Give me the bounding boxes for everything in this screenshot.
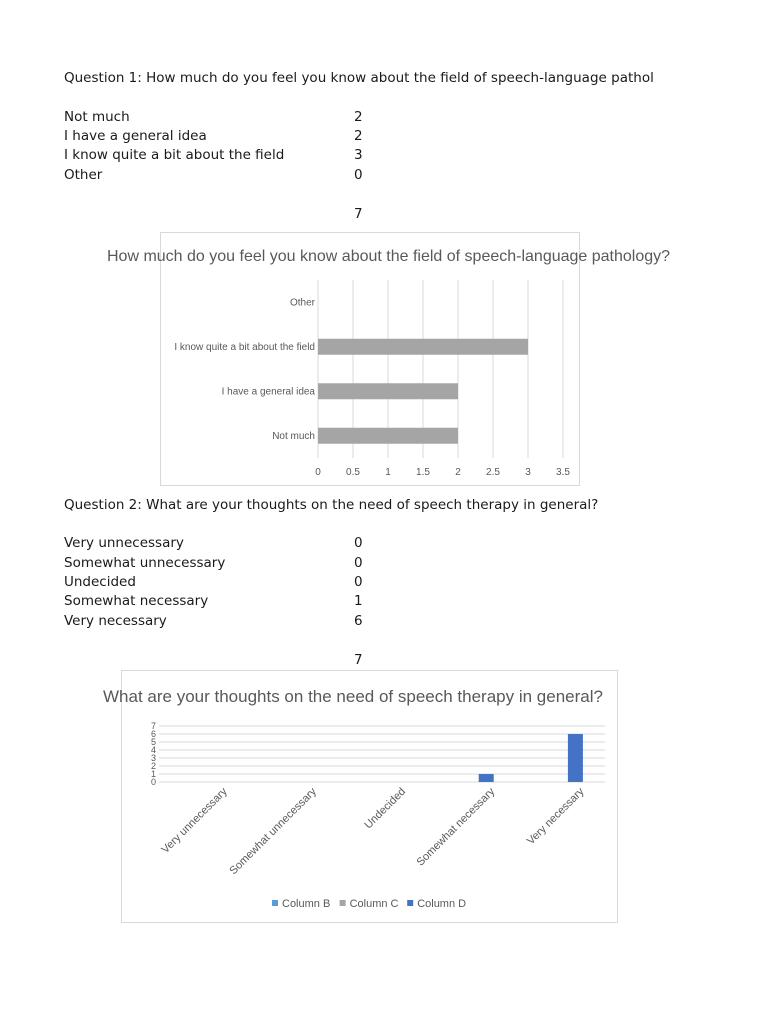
- q2-row-label: Undecided: [64, 574, 136, 590]
- q2-row-label: Very necessary: [64, 613, 167, 629]
- question-2-title: Question 2: What are your thoughts on the need of speech therapy in general?: [64, 497, 599, 513]
- q2-row-label: Somewhat unnecessary: [64, 555, 226, 571]
- q2-row-label: Somewhat necessary: [64, 593, 209, 609]
- y-category-label: I know quite a bit about the field: [174, 341, 315, 353]
- q1-row-value: 2: [354, 128, 363, 144]
- y-tick-label: 2: [150, 761, 156, 771]
- x-tick-label: 3: [525, 467, 531, 478]
- q1-total: 7: [354, 206, 363, 222]
- q2-row-value: 0: [354, 555, 363, 571]
- x-tick-label: 3.5: [556, 467, 570, 478]
- y-tick-label: 3: [150, 753, 156, 763]
- y-tick-label: 6: [150, 729, 156, 739]
- q2-row-value: 6: [354, 613, 363, 629]
- x-tick-label: 1.5: [416, 467, 430, 478]
- q2-row-label: Very unnecessary: [64, 535, 184, 551]
- y-category-label: Not much: [272, 430, 315, 442]
- question-1-title: Question 1: How much do you feel you know about the field of speech-language pathol: [64, 70, 654, 86]
- legend-label: Column D: [417, 898, 467, 910]
- chart-1-frame: [160, 232, 580, 486]
- x-tick-label: 2.5: [486, 467, 500, 478]
- q1-row-label: Not much: [64, 109, 130, 125]
- x-tick-label: 0: [315, 467, 321, 478]
- chart-1-title: How much do you feel you know about the field of speech-language pathology?: [107, 248, 671, 265]
- q2-total: 7: [354, 652, 363, 668]
- x-tick-label: 0.5: [346, 467, 360, 478]
- x-category-label: Very necessary: [524, 785, 587, 848]
- chart-2-frame: [121, 670, 618, 923]
- q1-row-value: 0: [354, 167, 363, 183]
- x-tick-label: 2: [455, 467, 461, 478]
- y-tick-label: 1: [150, 769, 156, 779]
- q1-row-label: Other: [64, 167, 103, 183]
- legend-label: Column B: [282, 898, 331, 910]
- y-tick-label: 5: [150, 737, 156, 747]
- q2-row-value: 0: [354, 574, 363, 590]
- y-tick-label: 0: [150, 777, 156, 787]
- y-tick-label: 4: [150, 745, 156, 755]
- x-category-label: Very unnecessary: [159, 785, 230, 856]
- chart-2-title: What are your thoughts on the need of speech therapy in general?: [103, 687, 603, 706]
- y-category-label: I have a general idea: [221, 386, 315, 398]
- x-tick-label: 1: [385, 467, 391, 478]
- x-category-label: Somewhat necessary: [414, 785, 498, 869]
- x-category-label: Undecided: [362, 785, 409, 832]
- q1-row-value: 3: [354, 147, 363, 163]
- q1-row-value: 2: [354, 109, 363, 125]
- y-tick-label: 7: [150, 721, 156, 731]
- q1-row-label: I know quite a bit about the field: [64, 147, 285, 163]
- q2-row-value: 0: [354, 535, 363, 551]
- q1-row-label: I have a general idea: [64, 128, 207, 144]
- legend-label: Column C: [349, 898, 399, 910]
- x-category-label: Somewhat unnecessary: [227, 785, 319, 878]
- q2-row-value: 1: [354, 593, 363, 609]
- y-category-label: Other: [289, 297, 315, 309]
